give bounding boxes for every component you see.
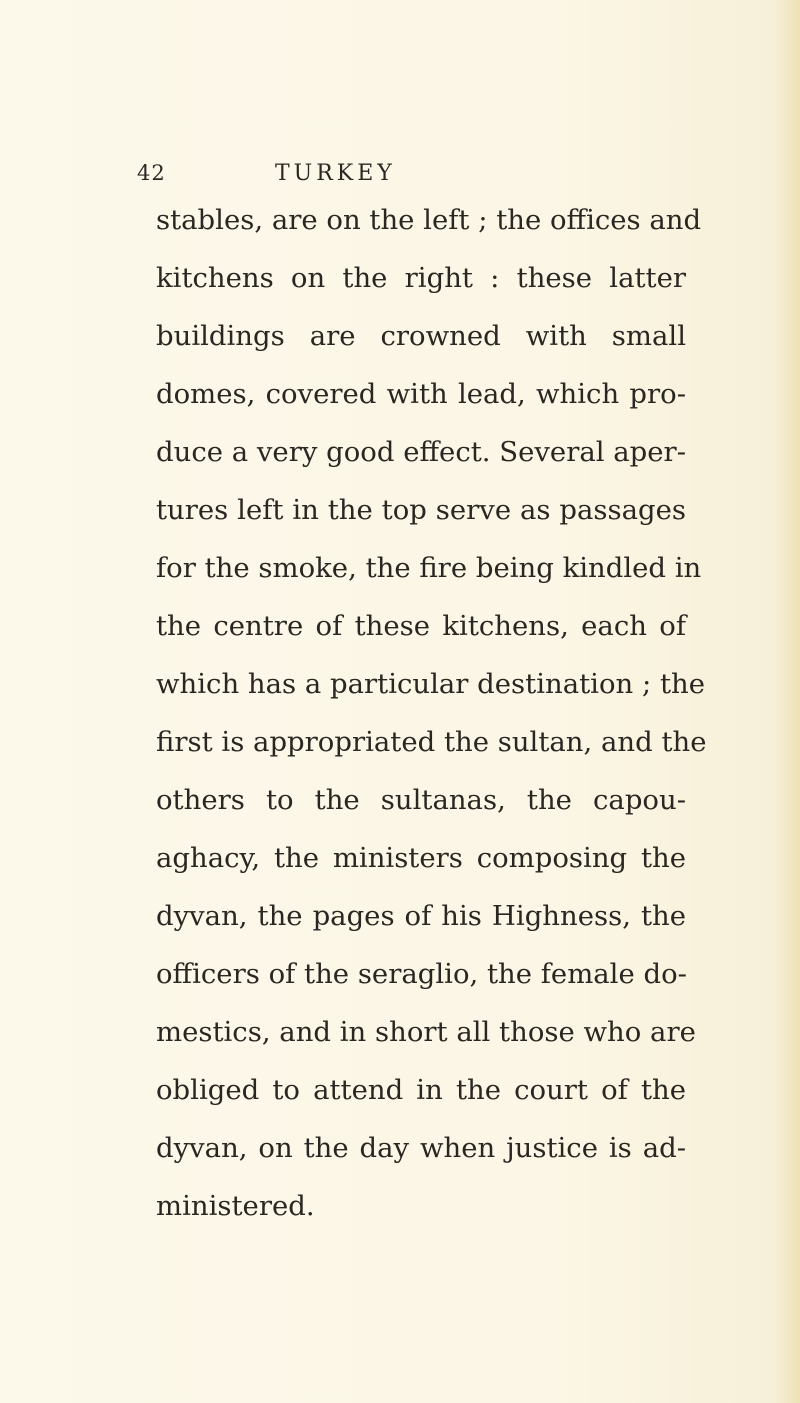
page-edge-shading — [774, 0, 800, 1403]
text-line-8: the centre of these kitchens, each of — [156, 610, 686, 642]
text-line-14: officers of the seraglio, the female do- — [156, 958, 687, 990]
page-number: 42 — [137, 161, 166, 185]
text-line-11: others to the sultanas, the capou- — [156, 784, 686, 816]
running-head: TURKEY — [275, 161, 396, 186]
text-line-17: dyvan, on the day when justice is ad- — [156, 1132, 686, 1164]
text-line-9: which has a particular destination ; the — [156, 668, 706, 700]
text-line-16: obliged to attend in the court of the — [156, 1074, 686, 1106]
text-line-5: duce a very good effect. Several aper- — [156, 436, 686, 468]
text-line-13: dyvan, the pages of his Highness, the — [156, 900, 686, 932]
text-line-10: first is appropriated the sultan, and the — [156, 726, 707, 758]
text-line-1: stables, are on the left ; the offices and — [156, 204, 702, 236]
text-line-15: mestics, and in short all those who are — [156, 1016, 696, 1048]
text-line-4: domes, covered with lead, which pro- — [156, 378, 686, 410]
text-line-12: aghacy, the ministers composing the — [156, 842, 686, 874]
text-line-2: kitchens on the right : these latter — [156, 262, 686, 294]
body-text — [156, 191, 707, 1235]
page-header — [0, 150, 800, 190]
text-line-7: for the smoke, the fire being kindled in — [156, 552, 702, 584]
text-line-18: ministered. — [156, 1190, 315, 1222]
text-line-3: buildings are crowned with small — [156, 320, 686, 352]
text-line-6: tures left in the top serve as passages — [156, 494, 686, 526]
